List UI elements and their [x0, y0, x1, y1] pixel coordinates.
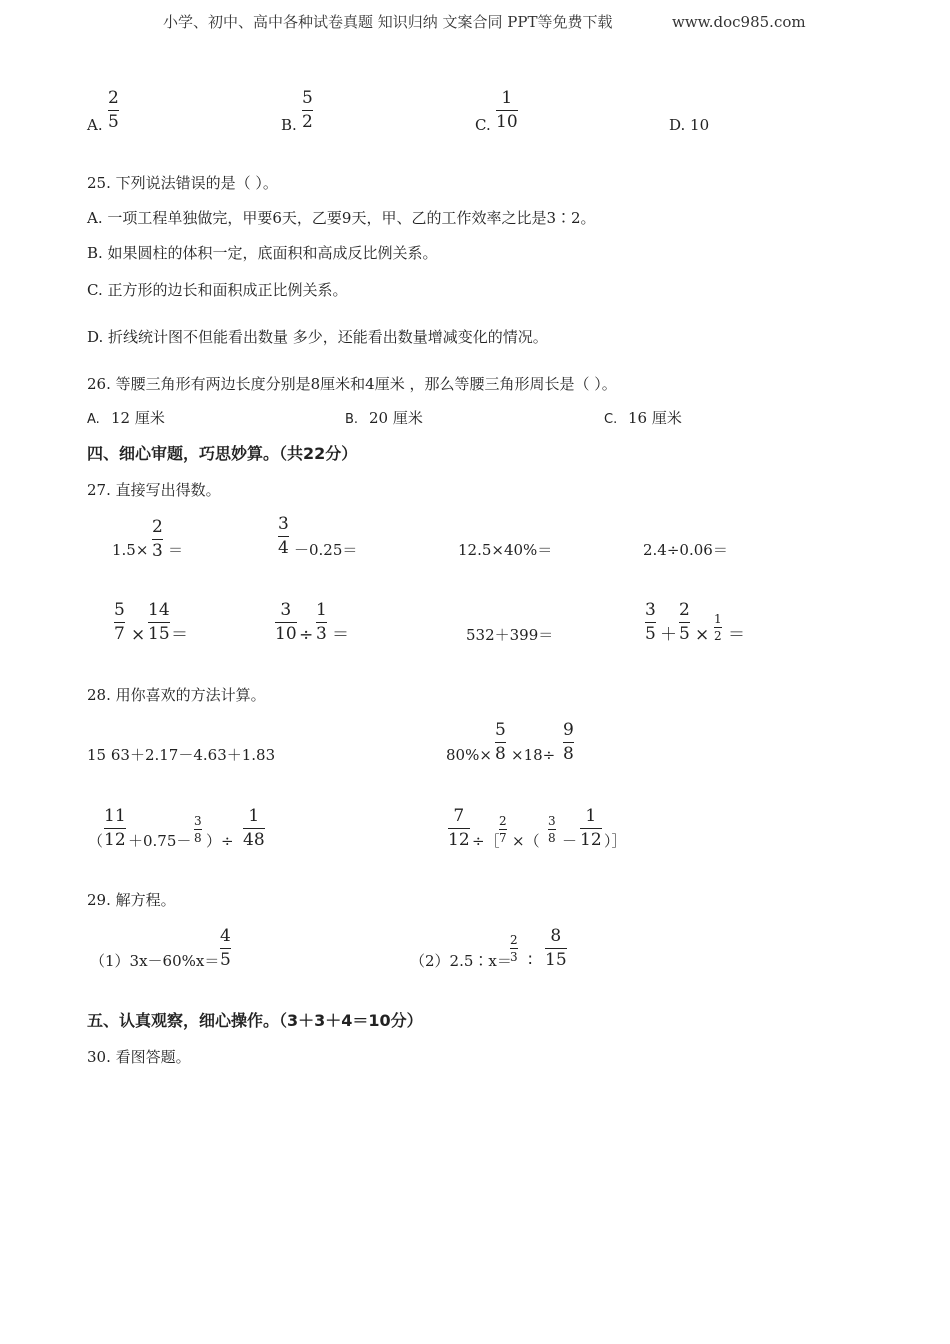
numerator: 1 — [585, 806, 597, 826]
numerator: 1 — [714, 612, 722, 626]
q24-option-b-label: B. — [281, 116, 297, 134]
denominator: 5 — [220, 950, 231, 970]
section-4-title: 四、细心审题，巧思妙算。（共22分） — [87, 444, 358, 463]
q24-option-a-fraction — [108, 90, 119, 131]
q27-e2-fraction — [278, 516, 289, 557]
denominator: 5 — [108, 112, 119, 132]
q27-e4: 2.4÷0.06＝ — [643, 541, 728, 559]
q27-e6-operator: ÷ — [299, 625, 314, 645]
denominator: 10 — [275, 624, 297, 644]
q28-e2-middle: ×18÷ — [511, 746, 556, 764]
denominator: 7 — [499, 831, 507, 845]
denominator: 7 — [114, 624, 125, 644]
denominator: 5 — [645, 624, 656, 644]
q24-option-c-fraction — [496, 90, 518, 131]
q27-stem: 27. 直接写出得数。 — [87, 481, 221, 499]
q25-option-b: B. 如果圆柱的体积一定，底面积和高成反比例关系。 — [87, 244, 438, 262]
q26-option-b-label: B. — [345, 412, 359, 427]
denominator: 8 — [563, 744, 574, 764]
denominator: 48 — [243, 830, 265, 850]
q25-stem: 25. 下列说法错误的是（ ）。 — [87, 174, 278, 192]
q26-option-c-label: C. — [604, 412, 618, 427]
numerator: 14 — [148, 600, 170, 620]
q29-e2-fraction-2 — [545, 928, 567, 969]
q28-e3-close-divide: ）÷ — [206, 832, 234, 850]
q26-option-a: 12 厘米 — [111, 409, 165, 427]
q27-e6-fraction-2 — [316, 602, 327, 643]
q27-e8-operator-1: ＋ — [660, 625, 677, 645]
numerator: 1 — [316, 600, 327, 620]
q27-e5-fraction-1 — [114, 602, 125, 643]
q28-stem: 28. 用你喜欢的方法计算。 — [87, 686, 266, 704]
q28-e2-fraction-1 — [495, 722, 506, 763]
q26-option-a-label: A. — [87, 412, 100, 427]
denominator: 3 — [316, 624, 327, 644]
q29-e2-fraction-1 — [510, 934, 518, 963]
denominator: 12 — [580, 830, 602, 850]
q24-option-c-label: C. — [475, 116, 491, 134]
denominator: 12 — [448, 830, 470, 850]
q26-option-c: 16 厘米 — [628, 409, 682, 427]
q28-e4-fraction-2 — [499, 815, 507, 844]
q29-e1-fraction — [220, 928, 231, 969]
q27-e6-equals: ＝ — [332, 625, 349, 645]
q27-e8-fraction-3 — [714, 613, 722, 642]
q28-e3-fraction-2 — [194, 815, 202, 844]
q27-e5-operator: × — [131, 625, 146, 645]
denominator: 12 — [104, 830, 126, 850]
q24-option-d: D. 10 — [669, 116, 710, 134]
header-url: www.doc985.com — [672, 13, 806, 31]
numerator: 5 — [114, 600, 125, 620]
numerator: 5 — [302, 88, 313, 108]
q25-option-a: A. 一项工程单独做完，甲要6天，乙要9天，甲、乙的工作效率之比是3∶2。 — [87, 209, 596, 227]
q27-e8-fraction-2 — [679, 602, 690, 643]
q27-e1-prefix: 1.5× — [112, 541, 149, 559]
q27-e6-fraction-1 — [275, 602, 297, 643]
denominator: 2 — [714, 629, 722, 643]
q28-e3-fraction-3 — [243, 808, 265, 849]
q25-option-d: D. 折线统计图不但能看出数量 多少，还能看出数量增减变化的情况。 — [87, 328, 548, 346]
denominator: 8 — [495, 744, 506, 764]
numerator: 2 — [679, 600, 690, 620]
numerator: 2 — [108, 88, 119, 108]
numerator: 2 — [510, 933, 518, 947]
section-5-title: 五、认真观察，细心操作。（3＋3＋4＝10分） — [87, 1011, 423, 1030]
q27-e1-fraction — [152, 519, 163, 560]
q28-e4-minus: － — [562, 832, 578, 850]
q28-e3-fraction-1 — [104, 808, 126, 849]
q27-e8-fraction-1 — [645, 602, 656, 643]
denominator: 15 — [148, 624, 170, 644]
denominator: 10 — [496, 112, 518, 132]
denominator: 5 — [679, 624, 690, 644]
numerator: 11 — [104, 806, 126, 826]
q24-option-a-label: A. — [87, 116, 103, 134]
q28-e3-open-paren: （ — [88, 832, 104, 850]
numerator: 8 — [550, 926, 562, 946]
denominator: 3 — [152, 541, 163, 561]
q29-e2-prefix: （2）2.5∶x＝ — [410, 952, 512, 970]
numerator: 1 — [248, 806, 260, 826]
q26-stem: 26. 等腰三角形有两边长度分别是8厘米和4厘米 ，那么等腰三角形周长是（ ）。 — [87, 375, 617, 393]
numerator: 4 — [220, 926, 231, 946]
numerator: 2 — [152, 517, 163, 537]
numerator: 3 — [278, 514, 289, 534]
q28-e1: 15 63＋2.17－4.63＋1.83 — [87, 746, 276, 764]
numerator: 3 — [548, 814, 556, 828]
header-left-text: 小学、初中、高中各种试卷真题 知识归纳 文案合同 PPT等免费下载 — [163, 13, 613, 31]
q27-e1-suffix: ＝ — [168, 541, 184, 559]
numerator: 3 — [645, 600, 656, 620]
q28-e4-times-paren: ×（ — [512, 832, 540, 850]
q30-stem: 30. 看图答题。 — [87, 1048, 191, 1066]
q27-e5-equals: ＝ — [171, 625, 188, 645]
q28-e3-middle: ＋0.75－ — [128, 832, 192, 850]
numerator: 9 — [563, 720, 574, 740]
numerator: 3 — [194, 814, 202, 828]
q27-e2-suffix: －0.25＝ — [294, 541, 358, 559]
q26-option-b: 20 厘米 — [369, 409, 423, 427]
numerator: 1 — [501, 88, 513, 108]
q28-e4-close: ）］ — [604, 832, 627, 850]
q27-e8-operator-2: × — [695, 625, 710, 645]
q28-e2-fraction-2 — [563, 722, 574, 763]
q28-e4-fraction-4 — [580, 808, 602, 849]
q29-e2-colon: ∶ — [528, 951, 533, 971]
q25-option-c: C. 正方形的边长和面积成正比例关系。 — [87, 281, 348, 299]
numerator: 5 — [495, 720, 506, 740]
denominator: 4 — [278, 538, 289, 558]
q28-e2-prefix: 80%× — [446, 746, 492, 764]
denominator: 2 — [302, 112, 313, 132]
q28-e4-fraction-1 — [448, 808, 470, 849]
q27-e5-fraction-2 — [148, 602, 170, 643]
q24-option-b-fraction — [302, 90, 313, 131]
q28-e4-fraction-3 — [548, 815, 556, 844]
denominator: 8 — [548, 831, 556, 845]
numerator: 2 — [499, 814, 507, 828]
denominator: 8 — [194, 831, 202, 845]
q27-e8-equals: ＝ — [728, 625, 745, 645]
q27-e7: 532＋399＝ — [466, 626, 554, 644]
q29-stem: 29. 解方程。 — [87, 891, 176, 909]
numerator: 7 — [453, 806, 465, 826]
numerator: 3 — [280, 600, 292, 620]
q27-e3: 12.5×40%＝ — [458, 541, 553, 559]
denominator: 3 — [510, 950, 518, 964]
q28-e4-divide-bracket: ÷［ — [472, 832, 500, 850]
denominator: 15 — [545, 950, 567, 970]
q29-e1-prefix: （1）3x－60%x＝ — [90, 952, 220, 970]
